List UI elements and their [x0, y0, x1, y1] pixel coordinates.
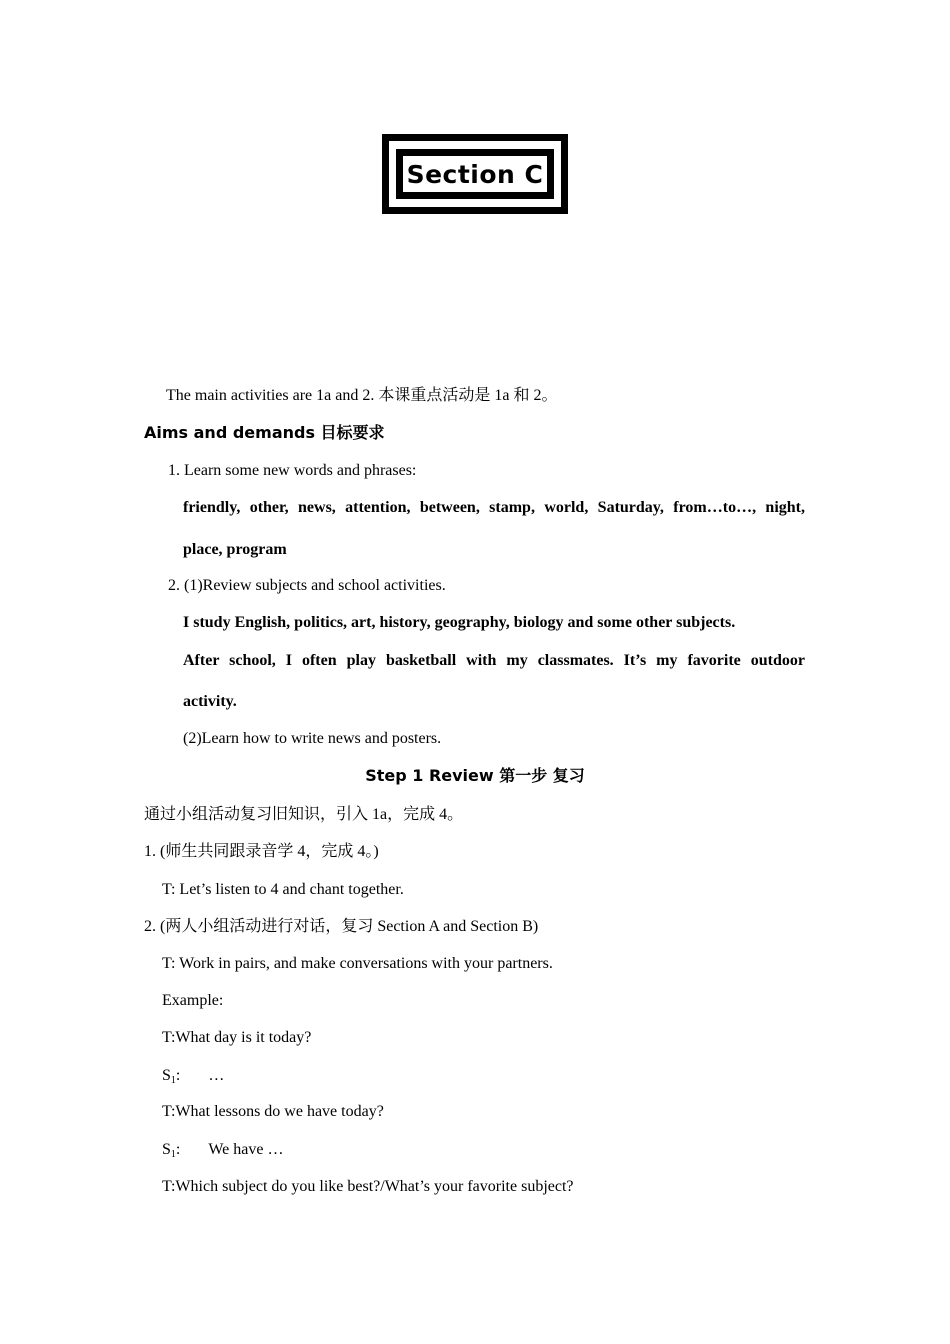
- step1-heading: Step 1 Review 第一步 复习: [365, 766, 585, 785]
- speaker-colon: :: [175, 1067, 181, 1084]
- aims-heading: Aims and demands 目标要求: [144, 423, 385, 442]
- student-number: 1: [170, 1075, 176, 1086]
- student-reply: …: [208, 1067, 225, 1084]
- dialogue-teacher-2: T:What lessons do we have today?: [162, 1103, 384, 1120]
- vocabulary-line-1: friendly, other, news, attention, between, stamp, world, Saturday, from…to…, night,: [183, 499, 805, 516]
- item-1: 1. (师生共同跟录音学 4，完成 4。): [144, 843, 379, 860]
- dialogue-student-2: [162, 1140, 283, 1165]
- example-sentence-2-line-2: activity.: [183, 693, 237, 710]
- aim-1: 1. Learn some new words and phrases:: [168, 462, 417, 479]
- dialogue-teacher-1: T:What day is it today?: [162, 1029, 312, 1046]
- title-box: [382, 134, 568, 214]
- dialogue-student-1: [162, 1066, 224, 1091]
- example-sentence-1: I study English, politics, art, history, geography, biology and some other subjects.: [183, 614, 736, 631]
- section-title: Section C: [406, 159, 544, 189]
- step1-intro: 通过小组活动复习旧知识，引入 1a，完成 4。: [144, 806, 464, 823]
- item-2-teacher-line: T: Work in pairs, and make conversations with your partners.: [162, 955, 553, 972]
- dialogue-teacher-3: T:Which subject do you like best?/What’s your favorite subject?: [162, 1178, 574, 1195]
- student-number: 1: [170, 1149, 176, 1160]
- item-2: 2. (两人小组活动进行对话，复习 Section A and Section B): [144, 918, 539, 935]
- item-1-teacher-line: T: Let’s listen to 4 and chant together.: [162, 881, 404, 898]
- student-speaker: S: [162, 1141, 171, 1158]
- example-label: Example:: [162, 992, 224, 1009]
- aim-2: 2. (1)Review subjects and school activities.: [168, 577, 446, 594]
- aim-2-part-2: (2)Learn how to write news and posters.: [183, 730, 442, 747]
- student-reply: We have …: [208, 1141, 284, 1158]
- intro-text: The main activities are 1a and 2. 本课重点活动是 1a 和 2。: [166, 387, 558, 404]
- vocabulary-line-2: place, program: [183, 541, 287, 558]
- example-sentence-2-line-1: After school, I often play basketball with my classmates. It’s my favorite outdoor: [183, 652, 805, 669]
- speaker-colon: :: [175, 1141, 181, 1158]
- title-inner-frame: [396, 149, 554, 199]
- student-speaker: S: [162, 1067, 171, 1084]
